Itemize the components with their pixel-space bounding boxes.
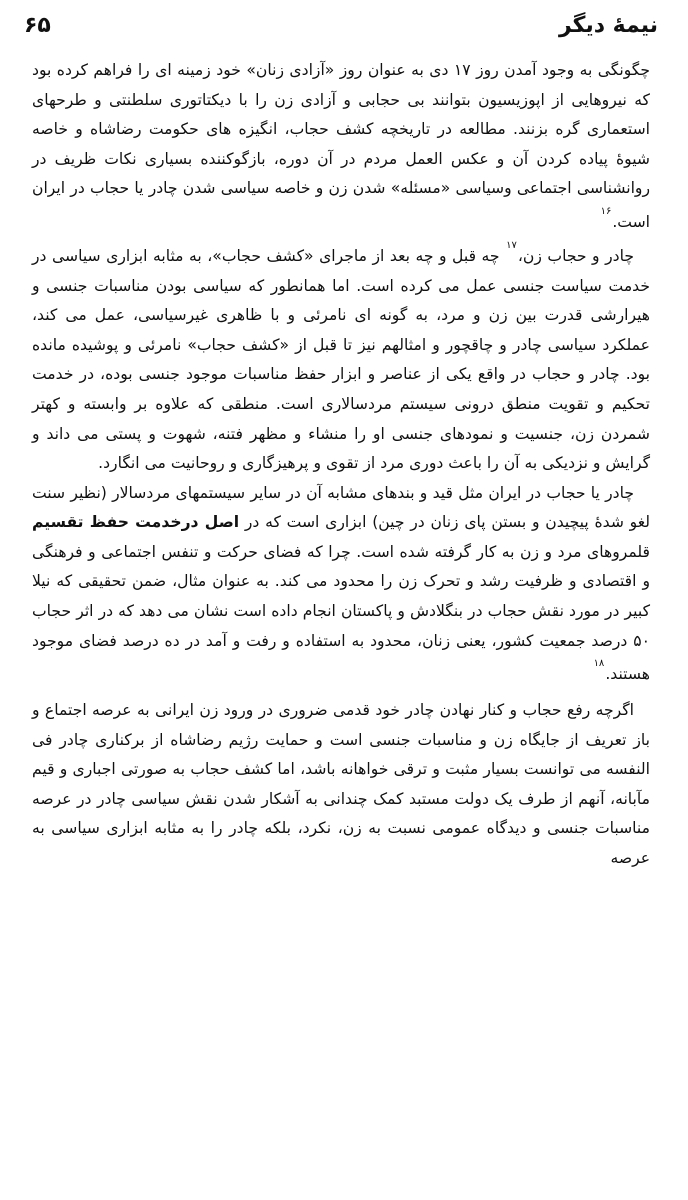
paragraph bbox=[32, 479, 650, 690]
paragraph bbox=[32, 696, 650, 874]
paragraph bbox=[32, 56, 650, 238]
paragraph-text: چادر یا حجاب در ایران مثل قید و بندهای مشابه آن در سایر سیستمهای مردسالار (نظیر سنت لغو شدهٔ پیچیدن و بستن پای زنان در چین) ابزاری است که در bbox=[32, 483, 650, 532]
running-title: نیمهٔ دیگر bbox=[558, 12, 658, 38]
page-number: ۶۵ bbox=[24, 12, 51, 38]
paragraph-text: چگونگی به وجود آمدن روز ۱۷ دی به عنوان روز «آزادی زنان» خود زمینه ای را فراهم کرده بود که نیروهایی از اپوزیسیون بتوانند بی حجابی و آزادی زن را با دیکتاتوری سلطنتی و طرحهای استعماری گره بزنند. مطالعه در تاریخچه کشف حجاب، انگیزه های حکومت رضاشاه و خاصه شیوهٔ پیاده کردن آن و عکس العمل مردم در آن دوره، بازگوکننده بسیاری نکات ظریف در روانشناسی اجتماعی وسیاسی «مسئله» شدن زن و خاصه سیاسی شدن چادر یا حجاب در ایران است. bbox=[32, 61, 650, 232]
paragraph-text: چه قبل و چه بعد از ماجرای «کشف حجاب»، به مثابه ابزاری سیاسی در خدمت سیاست جنسی عمل می کرده است. اما همانطور که سیاسی بودن مناسبات جنسی و هیرارشی قدرت بین زن و مرد، به گونه ای نامرئی و با ظاهری غیرسیاسی، عمل می کند، عملکرد سیاسی چادر و چاقچور و امثالهم نیز تا قبل از «کشف حجاب» نامرئی و پوشیده مانده بود. چادر و حجاب در واقع یکی از عناصر و ابزار حفظ مناسبات موجود جنسی بوده، در خدمت تحکیم و تقویت منطق درونی سیستم مردسالاری است. منطقی که علاوه بر وابسته و کهتر شمردن زن، جنسیت و نمودهای جنسی او را منشاء و مظهر فتنه، شهوت و پستی می داند و گرایش و نزدیکی به آن را باعث دوری مرد از تقوی و پرهیزگاری و روحانیت می انگارد. bbox=[32, 246, 650, 473]
paragraph-text: چادر و حجاب زن، bbox=[517, 246, 634, 265]
paragraph-emphasis: اصل درخدمت حفظ تقسیم bbox=[32, 513, 240, 532]
footnote-ref: ۱۸ bbox=[593, 658, 605, 670]
paragraph-text: قلمروهای مرد و زن به کار گرفته شده است. چرا که فضای حرکت و تنفس اجتماعی و فرهنگی و اقتصادی و ظرفیت رشد و تحرک زن را محدود می کند. به عنوان مثال، ضمن تحقیقی که نیلا کبیر در مورد نقش حجاب در بنگلادش و پاکستان انجام داده است نشان می دهد که در اثر حجاب ۵۰ درصد جمعیت کشور، یعنی زنان، محدود به استفاده و رفت و آمد در ده درصد فضای موجود هستند. bbox=[32, 542, 650, 684]
body-text bbox=[32, 56, 650, 874]
paragraph bbox=[32, 238, 650, 479]
paragraph-text: اگرچه رفع حجاب و کنار نهادن چادر خود قدمی ضروری در ورود زن ایرانی به عرصه اجتماع و باز تعریف از جایگاه زن و مناسبات جنسی است و حمایت رژیم رضاشاه از برکناری چادر فی النفسه می توانست بسیار مثبت و ترقی خواهانه باشد، اما کشف حجاب به صورتی اجباری و قیم مآبانه، آنهم از طرف یک دولت مستبد کمک چندانی به آشکار شدن نقش سیاسی چادر در عرصه مناسبات جنسی و دیدگاه عمومی نسبت به زن، نکرد، بلکه چادر را به مثابه ابزاری سیاسی به عرصه bbox=[32, 701, 650, 867]
page-header bbox=[24, 8, 658, 42]
footnote-ref: ۱۶ bbox=[600, 205, 612, 217]
footnote-ref: ۱۷ bbox=[506, 239, 517, 251]
